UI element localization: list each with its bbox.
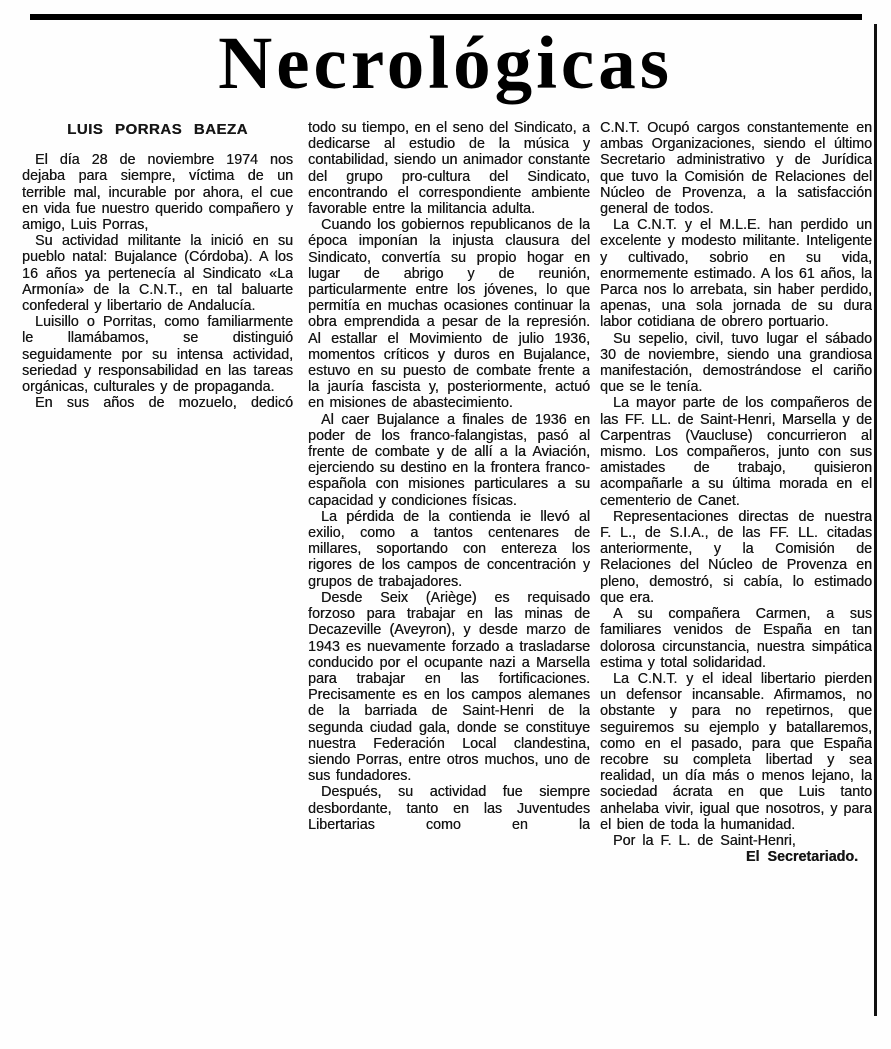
- paragraph: Después, su actividad fue siempre desbordante, tanto en las Juventudes Libertarias como en la: [308, 784, 590, 833]
- byline: Por la F. L. de Saint-Henri,: [613, 832, 796, 849]
- paragraph: En sus años de mozuelo, dedicó: [35, 395, 293, 412]
- paragraph: Representaciones directas de nuestra F. L., de S.I.A., de las FF. LL. citadas anteriormente, y la Comisión de Relaciones del Núcleo de Provenza en pleno, demostró, si cabía, lo estimado que era.: [600, 508, 872, 606]
- signature: El Secretariado.: [745, 849, 858, 866]
- obituary-name-heading: LUIS PORRAS BAEZA: [67, 121, 248, 138]
- paragraph: Cuando los gobiernos republicanos de la época imponían la injusta clausura del Sindicato, convertía su propio hogar en lugar de abrigo y de reunión, particularmente entre los jóvenes, lo que permitía en muchas ocasiones continuar la obra emprendida a pesar de la represión. Al estallar el Movimiento de julio 1936, momentos críticos y duros en Bujalance, estuvo en su puesto de combate frente a la jauría fascista y, posteriormente, actuó en misiones de abastecimiento.: [308, 217, 590, 412]
- paragraph: todo su tiempo, en el seno del Sindicato, a dedicarse al estudio de la música y contabilidad, siendo un animador constante del grupo pro-cultura del Sindicato, encontrando el correspondiente ambiente favorable entre la militancia adulta.: [308, 120, 590, 218]
- article-column-third: [600, 120, 872, 1032]
- paragraph: Desde Seix (Ariège) es requisado forzoso para trabajar en las minas de Decazeville (Aveyron), y desde marzo de 1943 es nuevamente forzado a trasladarse conducido por el ocupante nazi a Marsella para trabajar en las fortificaciones. Precisamente es en los campos alemanes de la barriada de Saint-Henri de la segunda ciudad gala, donde se constituye nuestra Federación Local clandestina, siendo Porras, entre otros muchos, uno de sus fundadores.: [308, 589, 590, 785]
- article-body: [22, 120, 872, 1032]
- paragraph: El día 28 de noviembre 1974 nos dejaba para siempre, víctima de un terrible mal, incurable por ahora, el cue en vida fue nuestro querido compañero y amigo, Luis Porras,: [22, 152, 293, 234]
- right-column-divider-rule: [874, 24, 877, 1016]
- article-column-first: [22, 120, 293, 1032]
- paragraph: Al caer Bujalance a finales de 1936 en poder de los franco-falangistas, pasó al frente de combate y de allí a la Aviación, ejerciendo su destino en la frontera franco-española con misiones particulares a su capacidad y condiciones físicas.: [308, 411, 590, 509]
- paragraph: A su compañera Carmen, a sus familiares venidos de España en tan dolorosa circunstancia, nuestra simpática estima y total solidaridad.: [600, 606, 872, 671]
- top-horizontal-rule: [30, 14, 862, 20]
- paragraph: La C.N.T. y el M.L.E. han perdido un excelente y modesto militante. Inteligente y cultivado, sobrio en su vida, enormemente estimado. A los 61 años, la Parca nos lo arrebata, sin haber perdido, apenas, una sola jornada de su dura labor cotidiana de obrero portuario.: [600, 217, 872, 331]
- paragraph: La C.N.T. y el ideal libertario pierden un defensor incansable. Afirmamos, no obstante y para no repetirnos, que seguiremos su ejemplo y batallaremos, como en el pasado, para que España recobre su completa libertad y sea realidad, un día más o menos lejano, la sociedad ácrata en que Luis tanto anhelaba vivir, igual que nosotros, y para el bien de toda la humanidad.: [600, 670, 872, 833]
- paragraph: Su sepelio, civil, tuvo lugar el sábado 30 de noviembre, siendo una grandiosa manifestación, demostrándose el cariño que se le tenía.: [600, 330, 872, 396]
- paragraph: C.N.T. Ocupó cargos constantemente en ambas Organizaciones, siendo el último Secretario administrativo y de Jurídica que tuvo la Comisión de Relaciones del Núcleo de Provenza, a la satisfacción general de todos.: [600, 120, 872, 218]
- paragraph: La mayor parte de los compañeros de las FF. LL. de Saint-Henri, Marsella y de Carpentras (Vaucluse) concurrieron al mismo. Los compañeros, junto con sus amistades de trabajo, quisieron acompañarle a su última morada en el cementerio de Canet.: [600, 395, 872, 509]
- section-title: Necrológicas: [218, 22, 673, 105]
- paragraph: La pérdida de la contienda ie llevó al exilio, como a tantos centenares de millares, soportando con entereza los rigores de los campos de concentración y grupos de trabajadores.: [308, 508, 590, 590]
- paragraph: Su actividad militante la inició en su pueblo natal: Bujalance (Córdoba). A los 16 años ya pertenecía al Sindicato «La Armonía» de la C.N.T., en tal baluarte confederal y libertario de Andalucía.: [22, 233, 293, 315]
- paragraph: Luisillo o Porritas, como familiarmente le llamábamos, se distinguió seguidamente por su intensa actividad, seriedad y responsabilidad en las tareas orgánicas, culturales y de propaganda.: [22, 314, 293, 396]
- article-column-second: [308, 120, 590, 1032]
